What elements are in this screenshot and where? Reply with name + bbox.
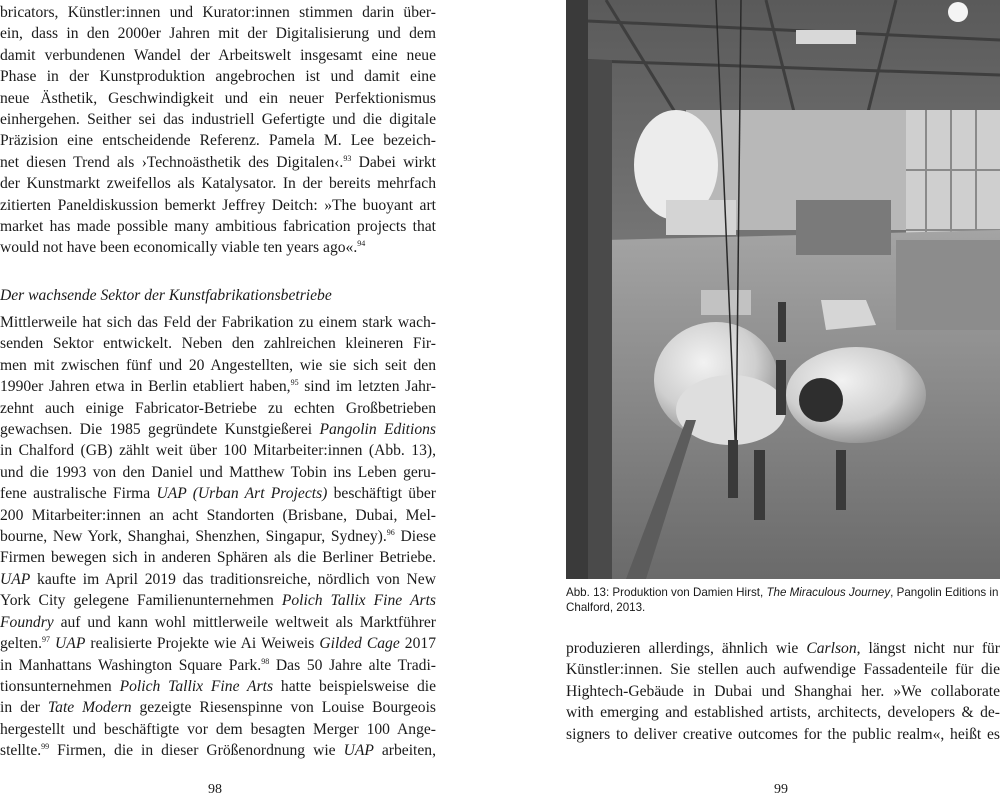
text-line	[0, 237, 436, 258]
text-line	[0, 612, 436, 633]
text-segment: fene australische Firma	[0, 485, 151, 503]
text-line: Firmen bewegen sich in anderen Sphären als die Berliner Betriebe.	[0, 549, 436, 567]
text-segment: Dabei wirkt	[358, 153, 436, 171]
footnote-ref[interactable]: 98	[261, 656, 270, 666]
text-segment: gezeigte Riesenspinne von Louise Bourgeois	[139, 699, 436, 717]
text-segment: stellte.	[0, 742, 42, 760]
text-line: zitierten Paneldiskussion bemerkt Jeffrey Deitch: »The buoyant art	[0, 196, 436, 214]
text-line	[0, 697, 436, 718]
text-segment: realisierte Projekte wie Ai Weiweis	[90, 635, 315, 653]
text-line: in Chalford (GB) zählt weit über 100 Mitarbeiter:innen (Abb. 13),	[0, 442, 436, 460]
italic-term: Gilded Cage	[319, 635, 400, 653]
text-segment: York City gelegene Familienunternehmen	[0, 592, 274, 610]
figure-photo	[566, 0, 1000, 579]
text-line	[0, 419, 436, 440]
text-line: Künstler:innen. Sie stellen auch aufwendige Fassadenteile für die	[566, 661, 1000, 679]
caption-work-title: The Miraculous Journey	[766, 586, 891, 599]
text-line	[566, 638, 1000, 659]
italic-term: UAP (Urban Art Projects)	[156, 485, 328, 503]
italic-term: Carlson	[806, 640, 857, 657]
body-paragraph-3	[566, 638, 1000, 745]
text-line: der Kunstmarkt zweifellos als Katalysator. In der bereits mehrfach	[0, 175, 436, 193]
caption-text: Abb. 13: Produktion von Damien Hirst,	[566, 586, 764, 599]
italic-term: UAP	[0, 570, 31, 588]
text-line: 200 Mitarbeiter:innen an acht Standorten (Brisbane, Dubai, Mel-	[0, 506, 436, 524]
italic-term: Polich Tallix Fine Arts	[281, 592, 436, 610]
text-line: zehnt auch einige Fabricator-Betriebe zu echten Großbetrieben	[0, 399, 436, 417]
text-line: Mittlerweile hat sich das Feld der Fabrikation zu einem stark wach-	[0, 314, 436, 331]
text-line: bricators, Künstler:innen und Kurator:innen stimmen darin über-	[0, 4, 436, 21]
text-line: damit verbundenen Wandel der Arbeitswelt insgesamt eine neue	[0, 46, 436, 64]
text-segment: in der	[0, 699, 40, 717]
text-line	[0, 526, 436, 547]
page-number: 99	[774, 782, 788, 797]
right-page	[566, 0, 1000, 800]
text-line: neue Ästhetik, Geschwindigkeit und ein neuer Perfektionismus	[0, 89, 436, 107]
text-line: Hightech-Gebäude in Dubai und Shanghai her. »We collaborate	[566, 682, 1000, 700]
page-number: 98	[208, 782, 222, 797]
body-paragraph-1	[0, 2, 436, 259]
figure-caption	[566, 585, 1000, 615]
text-line: Phase in der Kunstproduktion angebrochen ist und damit eine	[0, 68, 436, 86]
footnote-ref[interactable]: 94	[357, 239, 366, 249]
text-segment: Das 50 Jahre alte Tradi-	[269, 656, 436, 674]
text-segment: gelten.	[0, 635, 42, 653]
text-segment: 2017	[404, 635, 436, 653]
text-segment: arbeiten,	[381, 742, 436, 760]
text-segment: Firmen, die in dieser Größenordnung wie	[49, 742, 336, 760]
text-line	[0, 655, 436, 676]
text-segment: 1990er Jahren etwa in Berlin etabliert haben,	[0, 378, 291, 396]
italic-term: UAP	[343, 742, 374, 760]
italic-term: UAP	[55, 635, 86, 653]
text-line: senden Sektor entwickelt. Neben den zahlreichen kleineren Fir-	[0, 335, 436, 353]
text-line	[0, 376, 436, 397]
text-segment: bourne, New York, Shanghai, Shenzhen, Singapur, Sydney).	[0, 528, 387, 546]
body-paragraph-2	[0, 312, 436, 762]
text-line: und die 1993 von den Daniel und Matthew Tobin ins Leben geru-	[0, 463, 436, 481]
text-segment: gewachsen. Die 1985 gegründete Kunstgießerei	[0, 421, 313, 439]
text-line: with emerging and established artists, architects, developers & de-	[566, 704, 1000, 722]
text-segment: kaufte im April 2019 das traditionsreiche, nördlich von New	[37, 570, 436, 588]
text-line	[0, 569, 436, 590]
text-segment: Diese	[394, 528, 437, 546]
text-segment: sind im letzten Jahr-	[298, 378, 436, 396]
text-segment: hatte beispielsweise die	[280, 677, 436, 695]
italic-term: Tate Modern	[47, 699, 132, 717]
text-line: signers to deliver creative outcomes for the public realm«, heißt es	[566, 725, 1000, 743]
text-segment: in Manhattans Washington Square Park.	[0, 656, 262, 674]
text-line: ein, dass in den 2000er Jahren mit der Digitalisierung und dem	[0, 25, 436, 43]
text-line: einhergehen. Seither sei das industriell Gefertigte und die digitale	[0, 111, 436, 129]
text-segment: , längst nicht nur für	[856, 640, 1000, 657]
text-line: hergestellt und beschäftigte vor dem besagten Merger 100 Ange-	[0, 720, 436, 738]
text-line	[0, 152, 436, 173]
text-segment: produzieren allerdings, ähnlich wie	[566, 640, 799, 657]
text-line	[0, 483, 436, 504]
text-line: Präzision eine entscheidende Referenz. Pamela M. Lee bezeich-	[0, 132, 436, 150]
footnote-ref[interactable]: 97	[42, 634, 50, 644]
italic-term: Polich Tallix Fine Arts	[119, 677, 274, 695]
text-line	[0, 633, 436, 654]
italic-term: Foundry	[0, 613, 54, 631]
caption-text: , Pangolin Editions in Chalford, 2013.	[566, 586, 999, 614]
text-line: market has made possible many ambitious fabrication projects that	[0, 218, 436, 236]
section-heading: Der wachsende Sektor der Kunstfabrikationsbetriebe	[0, 287, 332, 304]
text-segment: auf und kann wohl mittlerweile weltweit als Marktführer	[60, 613, 436, 631]
text-segment: tionsunternehmen	[0, 677, 112, 695]
italic-term: Pangolin Editions	[319, 421, 436, 439]
footnote-ref[interactable]: 99	[41, 741, 50, 751]
left-page	[0, 0, 436, 800]
text-line	[0, 590, 436, 611]
footnote-ref[interactable]: 96	[386, 527, 395, 537]
footnote-ref[interactable]: 93	[343, 153, 352, 163]
footnote-ref[interactable]: 95	[290, 378, 299, 388]
text-line	[0, 676, 436, 697]
text-segment: net diesen Trend als ›Technoästhetik des Digitalen‹.	[0, 153, 344, 171]
text-segment: beschäftigt über	[333, 485, 436, 503]
factory-photo-illustration	[566, 0, 1000, 579]
text-line: men mit zwischen fünf und 20 Angestellten, wie sie sich seit den	[0, 356, 436, 374]
text-line	[0, 740, 436, 761]
text-segment: would not have been economically viable ten years ago«.	[0, 239, 358, 257]
